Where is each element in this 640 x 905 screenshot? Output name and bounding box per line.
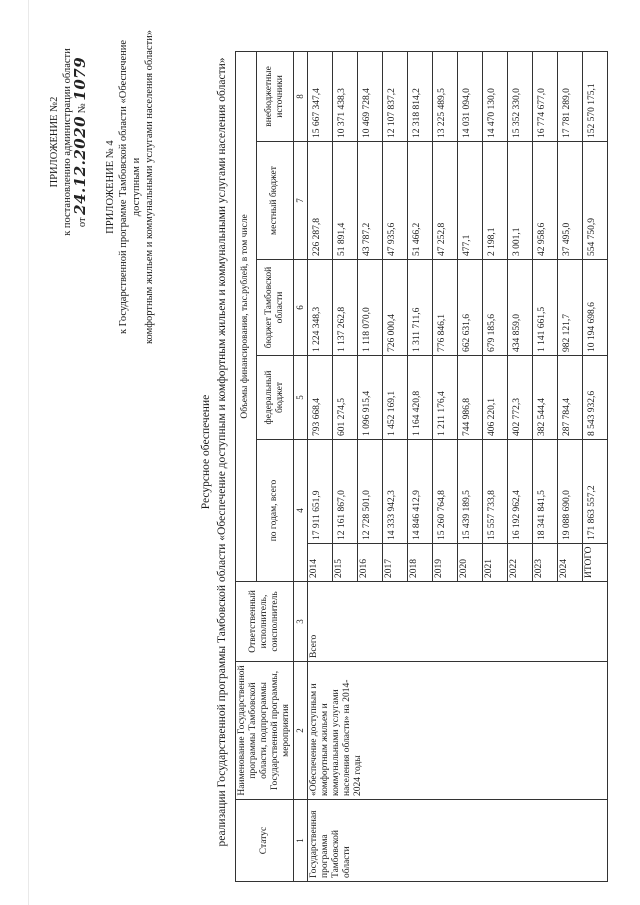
table-body: [308, 51, 608, 881]
federal-cell: 1 211 176,4: [433, 356, 458, 440]
header-local: местный бюджет: [256, 142, 293, 260]
appendix-2-date-line: [71, 22, 89, 262]
local-cell: 226 287,8: [308, 142, 333, 260]
year-cell: 2024: [558, 544, 583, 582]
year-cell: 2016: [358, 544, 383, 582]
local-cell: 477,1: [458, 142, 483, 260]
local-cell: 51 891,4: [333, 142, 358, 260]
regional-cell: 776 846,1: [433, 260, 458, 356]
offbudget-cell: 12 107 837,2: [383, 51, 408, 141]
offbudget-cell: 13 225 489,5: [433, 51, 458, 141]
appendix-2-title: ПРИЛОЖЕНИЕ №2: [49, 96, 60, 188]
federal-cell: 287 784,4: [558, 356, 583, 440]
regional-cell: 10 194 698,6: [583, 260, 608, 356]
col-number: 3: [294, 582, 308, 662]
header-federal: федеральный бюджет: [256, 356, 293, 440]
federal-cell: 793 668,4: [308, 356, 333, 440]
total-cell: 19 088 690,0: [558, 440, 583, 544]
handwritten-date: 24.12.2020: [71, 115, 89, 215]
resource-table: [235, 51, 608, 882]
local-cell: 43 787,2: [358, 142, 383, 260]
offbudget-cell: 17 781 289,0: [558, 51, 583, 141]
appendix-4-line2: комфортным жильем и коммунальными услугами населения области»: [144, 29, 155, 345]
regional-cell: 726 000,4: [383, 260, 408, 356]
year-cell: 2017: [383, 544, 408, 582]
federal-cell: 402 772,3: [508, 356, 533, 440]
header-offbudget: внебюджетные источники: [256, 51, 293, 141]
year-cell: ИТОГО: [583, 544, 608, 582]
total-cell: 15 439 189,5: [458, 440, 483, 544]
offbudget-cell: 12 318 814,2: [408, 51, 433, 141]
rotated-document-page: [40, 22, 600, 882]
regional-cell: 1 224 348,3: [308, 260, 333, 356]
local-cell: 47 935,6: [383, 142, 408, 260]
header-name: Наименование Государственной программы Тамбовской области, подпрограммы Государственной программы, мероприятия: [236, 662, 294, 800]
year-cell: 2021: [483, 544, 508, 582]
total-cell: 14 846 412,9: [408, 440, 433, 544]
executor-cell: Всего: [308, 582, 608, 662]
offbudget-cell: 10 469 728,4: [358, 51, 383, 141]
local-cell: 2 198,1: [483, 142, 508, 260]
federal-cell: 382 544,4: [533, 356, 558, 440]
year-cell: 2023: [533, 544, 558, 582]
total-cell: 17 911 651,9: [308, 440, 333, 544]
regional-cell: 1 311 711,6: [408, 260, 433, 356]
year-cell: 2020: [458, 544, 483, 582]
federal-cell: 744 986,8: [458, 356, 483, 440]
offbudget-cell: 10 371 438,3: [333, 51, 358, 141]
handwritten-number: 1079: [71, 56, 89, 101]
federal-cell: 601 274,5: [333, 356, 358, 440]
appendix-4-title: ПРИЛОЖЕНИЕ № 4: [105, 140, 116, 234]
offbudget-cell: 152 570 175,1: [583, 51, 608, 141]
regional-cell: 662 631,6: [458, 260, 483, 356]
local-cell: 42 958,6: [533, 142, 558, 260]
header-volume: Объемы финансирования, тыс.рублей, в том числе: [236, 51, 257, 581]
local-cell: 51 466,2: [408, 142, 433, 260]
regional-cell: 1 141 661,5: [533, 260, 558, 356]
total-cell: 16 192 962,4: [508, 440, 533, 544]
year-cell: 2015: [333, 544, 358, 582]
local-cell: 554 750,9: [583, 142, 608, 260]
col-number: 5: [294, 356, 308, 440]
offbudget-cell: 16 774 677,0: [533, 51, 558, 141]
federal-cell: 8 543 932,6: [583, 356, 608, 440]
col-number: 1: [294, 800, 308, 882]
total-cell: 171 863 557,2: [583, 440, 608, 544]
header-status: Статус: [236, 800, 294, 882]
appendix-2-subtitle: к постановлению администрации области: [62, 48, 73, 236]
regional-cell: 434 859,0: [508, 260, 533, 356]
total-cell: 15 260 764,8: [433, 440, 458, 544]
regional-cell: 679 185,6: [483, 260, 508, 356]
year-cell: 2018: [408, 544, 433, 582]
total-cell: 12 728 501,0: [358, 440, 383, 544]
offbudget-cell: 15 667 347,4: [308, 51, 333, 141]
federal-cell: 1 452 169,1: [383, 356, 408, 440]
header-by-years: по годам, всего: [256, 440, 293, 582]
heading-title: Ресурсное обеспечение: [200, 394, 212, 510]
appendix-4-block: [104, 22, 156, 352]
offbudget-cell: 14 470 130,0: [483, 51, 508, 141]
local-cell: 47 252,8: [433, 142, 458, 260]
table-row: [308, 51, 333, 881]
local-cell: 3 001,1: [508, 142, 533, 260]
status-cell: Государственная программа Тамбовской области: [308, 800, 608, 882]
col-number: 4: [294, 440, 308, 582]
program-name-cell: «Обеспечение доступным и комфортным жильем и коммунальными услугами населения области» на 2014-2024 годы: [308, 662, 608, 800]
number-prefix: №: [77, 103, 88, 114]
regional-cell: 1 118 070,0: [358, 260, 383, 356]
year-cell: 2022: [508, 544, 533, 582]
heading-subtitle: реализации Государственной программы Тамбовской области «Обеспечение доступным и комфортным жильем и коммунальными услугами населения области»: [216, 57, 228, 847]
total-cell: 14 333 942,3: [383, 440, 408, 544]
col-number: 7: [294, 142, 308, 260]
year-cell: 2019: [433, 544, 458, 582]
offbudget-cell: 14 031 094,0: [458, 51, 483, 141]
date-prefix: от: [77, 217, 88, 228]
local-cell: 37 495,0: [558, 142, 583, 260]
col-number: 6: [294, 260, 308, 356]
appendix-2-block: [48, 22, 89, 262]
year-cell: 2014: [308, 544, 333, 582]
header-executor: Ответственный исполнитель, соисполнитель: [236, 582, 294, 662]
regional-cell: 982 121,7: [558, 260, 583, 356]
col-number: 2: [294, 662, 308, 800]
total-cell: 15 557 733,8: [483, 440, 508, 544]
header-regional: бюджет Тамбовской области: [256, 260, 293, 356]
col-number: 8: [294, 51, 308, 141]
regional-cell: 1 137 262,8: [333, 260, 358, 356]
offbudget-cell: 15 352 330,0: [508, 51, 533, 141]
federal-cell: 406 220,1: [483, 356, 508, 440]
appendix-4-line1: к Государственной программе Тамбовской области «Обеспечение доступным и: [118, 39, 142, 335]
total-cell: 18 341 841,5: [533, 440, 558, 544]
total-cell: 12 161 867,0: [333, 440, 358, 544]
scan-edge-line: [28, 0, 29, 905]
federal-cell: 1 096 915,4: [358, 356, 383, 440]
federal-cell: 1 164 420,8: [408, 356, 433, 440]
